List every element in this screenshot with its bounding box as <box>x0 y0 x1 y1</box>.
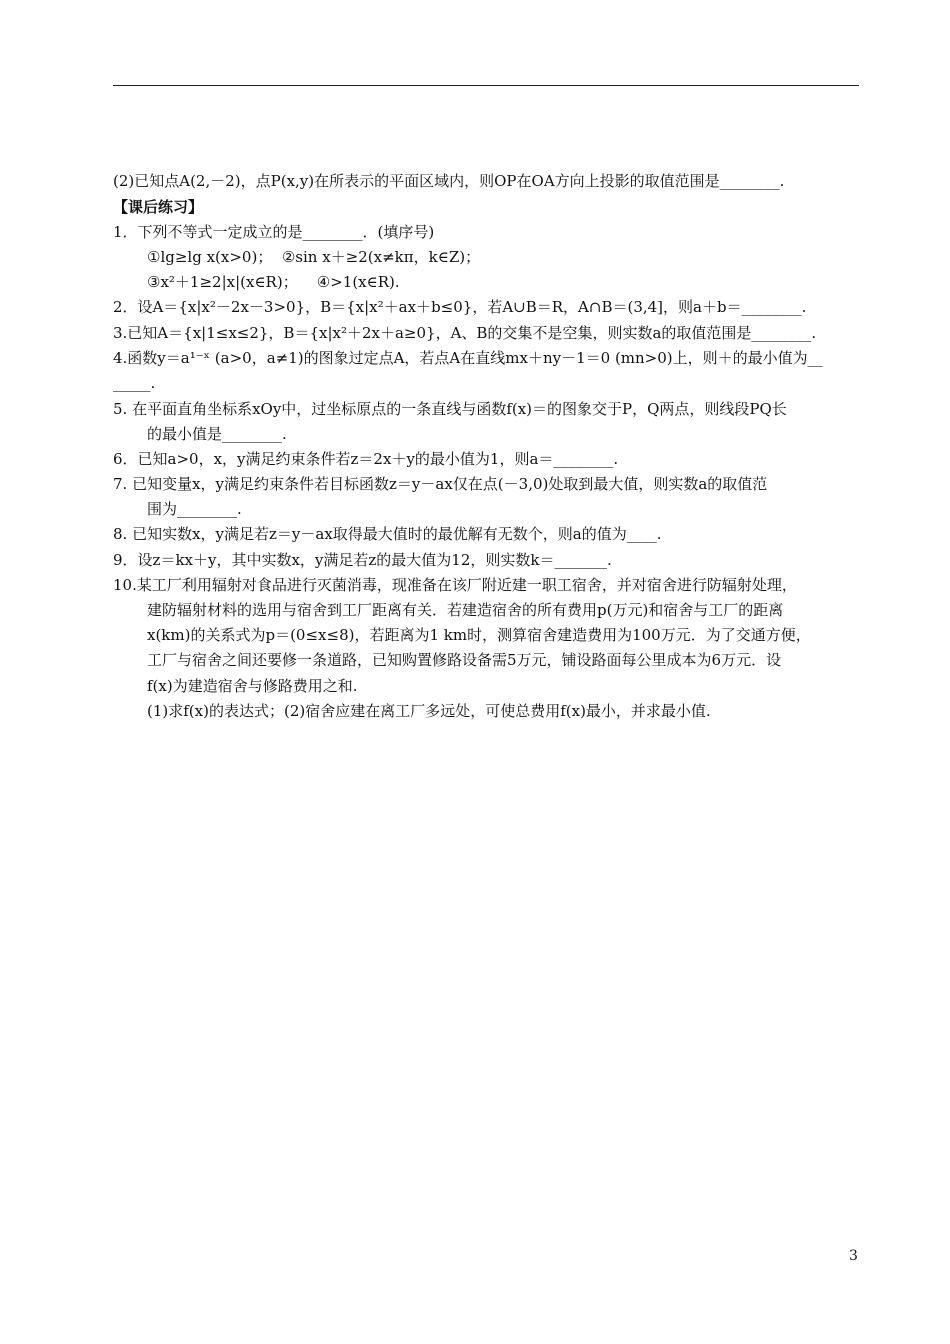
exercise-5: 5. 在平面直角坐标系xOy中，过坐标原点的一条直线与函数f(x)＝的图象交于P，Q两点，则线段PQ长 <box>113 400 787 418</box>
exercise-8: 8. 已知实数x，y满足若z＝y－ax取得最大值时的最优解有无数个，则a的值为____. <box>113 525 662 543</box>
section-heading: 【课后练习】 <box>113 198 204 216</box>
exercise-9: 9．设z＝kx＋y，其中实数x，y满足若z的最大值为12，则实数k＝_______. <box>113 551 612 569</box>
problem-2-part-2: (2)已知点A(2,－2)，点P(x,y)在所表示的平面区域内，则OP在OA方向上投影的取值范围是________. <box>113 172 785 190</box>
page-number: 3 <box>849 1248 858 1264</box>
exercise-3: 3.已知A＝{x|1≤x≤2}，B＝{x|x²＋2x＋a≥0}，A、B的交集不是空集，则实数a的取值范围是________. <box>113 324 817 342</box>
exercise-2: 2．设A＝{x|x²－2x－3>0}，B＝{x|x²＋ax＋b≤0}，若A∪B＝R，A∩B＝(3,4]，则a＋b＝________. <box>113 298 807 316</box>
exercise-10-line-2: 建防辐射材料的选用与宿舍到工厂距离有关．若建造宿舍的所有费用p(万元)和宿舍与工厂的距离 <box>147 601 784 619</box>
exercise-10-line-3: x(km)的关系式为p＝(0≤x≤8)，若距离为1 km时，测算宿舍建造费用为100万元．为了交通方便， <box>147 626 811 644</box>
header-rule <box>113 85 859 86</box>
exercise-5-cont: 的最小值是________. <box>147 425 287 443</box>
exercise-4-blank: _____. <box>113 374 156 392</box>
exercise-10-line-4: 工厂与宿舍之间还要修一条道路，已知购置修路设备需5万元，铺设路面每公里成本为6万元．设 <box>147 651 782 669</box>
exercise-1-options-a: ①lg≥lg x(x>0)； ②sin x＋≥2(x≠kπ，k∈Z)； <box>147 248 481 266</box>
exercise-1-options-b: ③x²＋1≥2|x|(x∈R)； ④>1(x∈R). <box>147 273 400 291</box>
exercise-10-line-5: f(x)为建造宿舍与修路费用之和. <box>147 677 358 695</box>
exercise-6: 6．已知a>0，x，y满足约束条件若z＝2x＋y的最小值为1，则a＝________. <box>113 450 619 468</box>
exercise-7: 7. 已知变量x，y满足约束条件若目标函数z＝y－ax仅在点(－3,0)处取到最大值，则实数a的取值范 <box>113 475 768 493</box>
exercise-1: 1．下列不等式一定成立的是________．(填序号) <box>113 223 435 241</box>
exercise-7-cont: 围为________. <box>147 500 242 518</box>
exercise-10-questions: (1)求f(x)的表达式；(2)宿舍应建在离工厂多远处，可使总费用f(x)最小，并求最小值. <box>147 702 711 720</box>
exercise-4: 4.函数y＝a¹⁻ˣ (a>0，a≠1)的图象过定点A，若点A在直线mx＋ny－1＝0 (mn>0)上，则＋的最小值为__ <box>113 349 823 367</box>
exercise-10: 10.某工厂利用辐射对食品进行灭菌消毒，现准备在该厂附近建一职工宿舍，并对宿舍进行防辐射处理， <box>113 576 797 594</box>
